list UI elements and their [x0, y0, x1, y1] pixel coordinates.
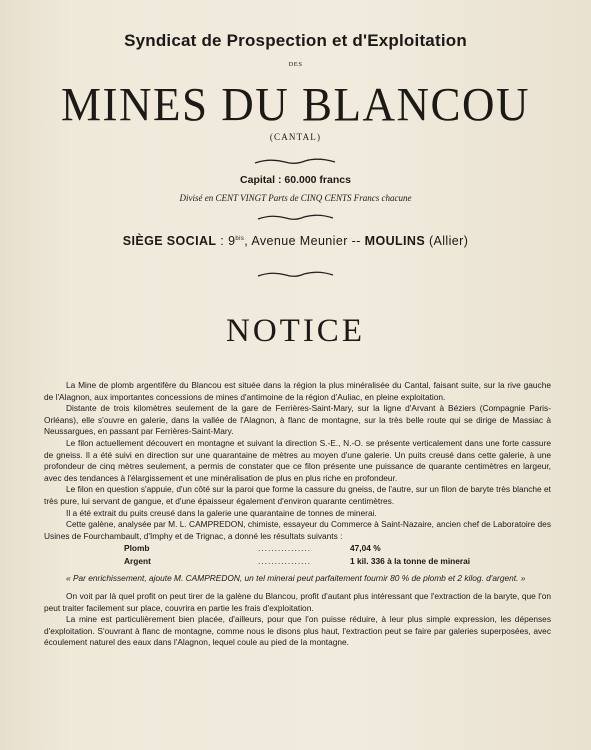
paragraph-8: La mine est particulièrement bien placée, d'ailleurs, pour que l'on puisse réduire, à leur plus simple expression, les dépenses d'exploitation. S'ouvrant à flanc de montagne, comme nous le disons plus haut, l'extraction peut se faire par galeries superposées, avec écoulement naturel des eaux dans l'Alagnon, lequel coule au pied de la montagne. — [44, 614, 551, 648]
ornament-divider-1 — [0, 157, 591, 167]
result-row-silver — [44, 556, 551, 568]
paragraph-7: On voit par là quel profit on peut tirer de la galène du Blancou, profit d'autant plus intéressant que l'extraction de la baryte, que l'on peut traiter facilement sur place, couvrira en partie les frais d'exploitation. — [44, 591, 551, 613]
paragraph-6: Cette galène, analysée par M. L. CAMPREDON, chimiste, essayeur du Commerce à Saint-Nazaire, ancien chef de Laboratoire des Usines de Fourchambault, d'Imphy et de Trignac, a donné les résultats suivants : — [44, 519, 551, 541]
ornament-divider-2 — [0, 213, 591, 223]
siege-number: 9 — [228, 234, 236, 248]
siege-city: MOULINS — [364, 234, 426, 248]
paragraph-1: La Mine de plomb argentifère du Blancou est située dans la région la plus minéralisée du Cantal, faisant suite, sur la rive gauche de l'Alagnon, aux importantes concessions de mines d'antimoine de la région d'Auliac, en pleine exploitation. — [44, 380, 551, 402]
notice-heading: NOTICE — [226, 313, 365, 349]
siege-dept: (Allier) — [425, 234, 469, 248]
paragraph-5: Il a été extrait du puits creusé dans la galerie une quarantaine de tonnes de minerai. — [66, 507, 377, 518]
result-label: Argent — [124, 555, 151, 566]
result-value: 1 kil. 336 à la tonne de minerai — [350, 555, 471, 566]
paragraph-4: Le filon en question s'appuie, d'un côté sur la paroi que forme la cassure du gneiss, de l'autre, sur un filon de baryte très blanche et très pure, lui servant de gangue, et d'une épaisseur également d'environ quarante centimètres. — [44, 484, 551, 506]
notice-body — [44, 380, 551, 649]
result-dots: ................ — [258, 555, 312, 566]
siege-social-line: SIÈGE SOCIAL : $9^{bis}$, Avenue Meunier -- MOULINS (Allier) — [122, 234, 469, 248]
region-label: (CANTAL) — [269, 132, 322, 142]
result-row-lead — [44, 543, 551, 555]
siege-street: , Avenue Meunier -- — [244, 234, 365, 248]
paragraph-2: Distante de trois kilomètres seulement de la gare de Ferrières-Saint-Mary, sur la ligne d'Arvant à Béziers (Compagnie Paris-Orléans), elle s'ouvre en galerie, dans la vallée de l'Alagnon, à flanc de montagne, sur la très belle route qui se dirige de Massiac à Neussargues, en passant par Ferrières-Saint-Mary. — [44, 403, 551, 437]
capital-line: Capital : 60.000 francs — [240, 174, 351, 186]
des-label: DES — [288, 61, 303, 68]
result-value: 47,04 % — [350, 543, 381, 554]
siege-sup: bis — [235, 235, 245, 242]
result-label: Plomb — [124, 543, 150, 554]
syndicate-title: Syndicat de Prospection et d'Exploitation — [124, 31, 467, 50]
campredon-quote: « Par enrichissement, ajoute M. CAMPREDON, un tel minerai peut parfaitement fournir 80 % de plomb et 2 kilog. d'argent. » — [66, 572, 526, 583]
ornament-divider-3 — [0, 270, 591, 280]
result-dots: ................ — [258, 543, 312, 554]
paragraph-3: Le filon actuellement découvert en montagne et suivant la direction S.-E., N.-O. se présente verticalement dans une forte cassure de gneiss. Il a été suivi en direction sur une quarantaine de mètres au moyen d'une galerie. Un puits creusé dans cette galerie, à une profondeur de cinq mètres seulement, a permis de constater que ce filon présente une puissance de quarante centimètres en largeur, avec des tendances à l'élargissement et une minéralisation de plus en plus riche en profondeur. — [44, 437, 551, 483]
siege-label: SIÈGE SOCIAL — [122, 234, 217, 248]
division-line: Divisé en CENT VINGT Parts de CINQ CENTS Francs chacune — [179, 193, 412, 203]
company-name: MINES DU BLANCOU — [60, 78, 530, 132]
